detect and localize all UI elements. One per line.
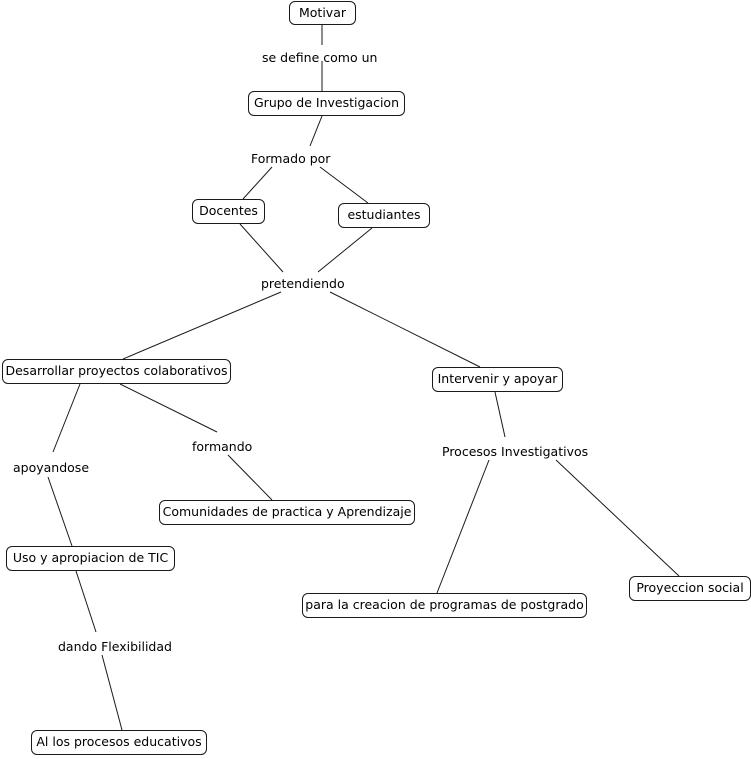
edge-procesos-to-proyeccion: [556, 460, 679, 576]
edge-desarrollar-to-formando: [120, 384, 217, 432]
edge-dando-to-procesos-edu: [102, 655, 122, 730]
node-proyeccion[interactable]: Proyeccion social: [629, 576, 751, 601]
node-procesos_edu[interactable]: Al los procesos educativos: [31, 730, 207, 755]
edge-intervenir-to-procesos: [495, 392, 505, 437]
edge-label3-to-intervenir: [330, 292, 480, 367]
link-label-procesos-investigativos: Procesos Investigativos: [442, 444, 589, 459]
edge-apoyandose-to-uso: [48, 477, 72, 546]
edge-docentes-to-label3: [240, 224, 283, 272]
link-label-formado-por: Formado por: [251, 151, 331, 166]
node-uso[interactable]: Uso y apropiacion de TIC: [6, 546, 175, 571]
edge-label3-to-desarrollar: [123, 292, 281, 359]
link-label-pretendiendo: pretendiendo: [261, 276, 345, 291]
node-estudiantes[interactable]: estudiantes: [338, 203, 430, 228]
edge-estudiantes-to-label3: [318, 228, 372, 272]
node-grupo[interactable]: Grupo de Investigacion: [248, 91, 405, 116]
link-label-formando: formando: [192, 439, 253, 454]
node-intervenir[interactable]: Intervenir y apoyar: [432, 367, 563, 392]
node-motivar[interactable]: Motivar: [289, 1, 356, 25]
node-comunidades[interactable]: Comunidades de practica y Aprendizaje: [159, 500, 415, 525]
node-docentes[interactable]: Docentes: [192, 199, 265, 224]
edge-label2-to-docentes: [243, 167, 272, 199]
edge-uso-to-dando: [76, 571, 96, 632]
edge-label2-to-estudiantes: [320, 167, 368, 203]
link-label-dando-flexibilidad: dando Flexibilidad: [58, 639, 172, 654]
node-desarrollar[interactable]: Desarrollar proyectos colaborativos: [2, 359, 231, 384]
link-label-se-define-como-un: se define como un: [262, 50, 378, 65]
edge-desarrollar-to-apoyandose: [53, 384, 80, 452]
link-label-apoyandose: apoyandose: [13, 460, 90, 475]
edge-procesos-to-postgrado: [437, 460, 489, 593]
edge-grupo-to-label2: [310, 116, 322, 146]
edge-formando-to-comunidades: [228, 455, 272, 500]
node-postgrado[interactable]: para la creacion de programas de postgrado: [302, 593, 587, 618]
